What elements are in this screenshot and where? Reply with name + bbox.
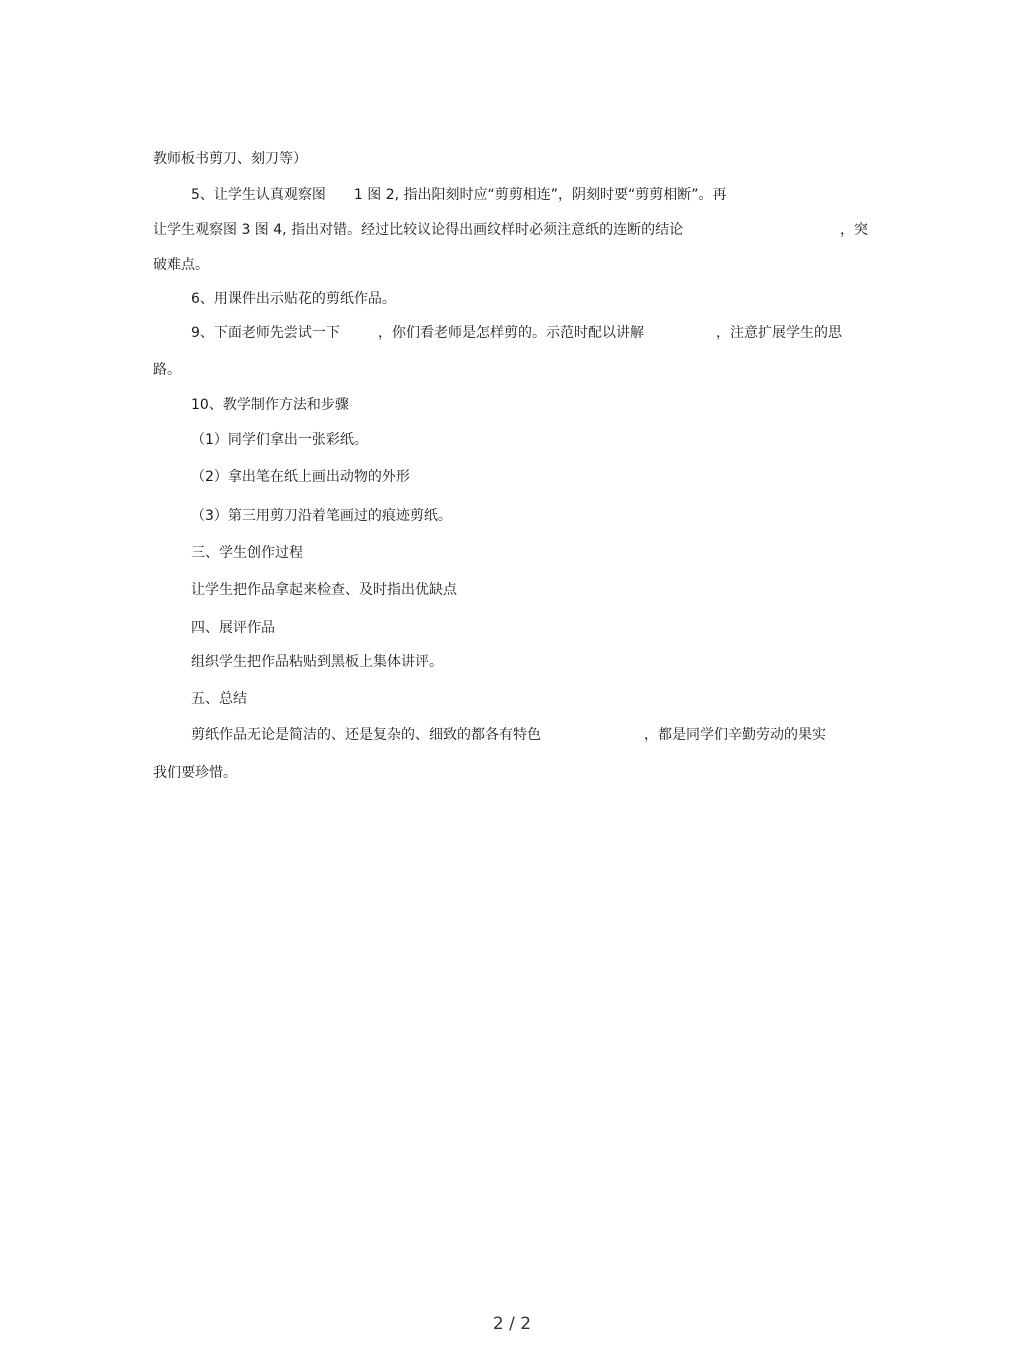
text-line-step-10: 10、教学制作方法和步骤 [191,397,349,413]
section-heading-3: 三、学生创作过程 [191,545,303,561]
text-line-substep-2: （2）拿出笔在纸上画出动物的外形 [191,469,410,485]
text-line-summary-cont: 我们要珍惜。 [153,765,237,781]
text-line-summary: 剪纸作品无论是简洁的、还是复杂的、细致的都各有特色 [191,727,541,743]
text-line-summary-tail: ，都是同学们辛勤劳动的果实 [644,727,826,743]
text-line-step-9: 9、下面老师先尝试一下 [191,325,340,341]
page-number: 2 / 2 [492,1314,532,1334]
section-heading-5: 五、总结 [191,691,247,707]
text-line-teacher-board: 教师板书剪刀、刻刀等） [153,151,307,167]
text-line-step-5: 5、让学生认真观察图 1 图 2, 指出阳刻时应“剪剪相连”，阴刻时要“剪剪相断”。再 [191,187,727,203]
text-line-substep-3: （3）第三用剪刀沿着笔画过的痕迹剪纸。 [191,508,452,524]
text-line-step-5-tail: ，突 [840,222,868,238]
text-line-step-6: 6、用课件出示贴花的剪纸作品。 [191,291,396,307]
text-line-step-9-tail: ，注意扩展学生的思 [716,325,842,341]
text-line-step-5-cont: 让学生观察图 3 图 4, 指出对错。经过比较议论得出画纹样时必须注意纸的连断的结论 [153,222,684,238]
text-line-creation: 让学生把作品拿起来检查、及时指出优缺点 [191,582,457,598]
text-line-difficulty: 破难点。 [153,257,209,273]
text-line-step-9-cont: 路。 [153,362,181,378]
text-line-step-9-mid: ，你们看老师是怎样剪的。示范时配以讲解 [378,325,644,341]
text-line-substep-1: （1）同学们拿出一张彩纸。 [191,432,368,448]
text-line-review: 组织学生把作品粘贴到黑板上集体讲评。 [191,654,443,670]
section-heading-4: 四、展评作品 [191,620,275,636]
